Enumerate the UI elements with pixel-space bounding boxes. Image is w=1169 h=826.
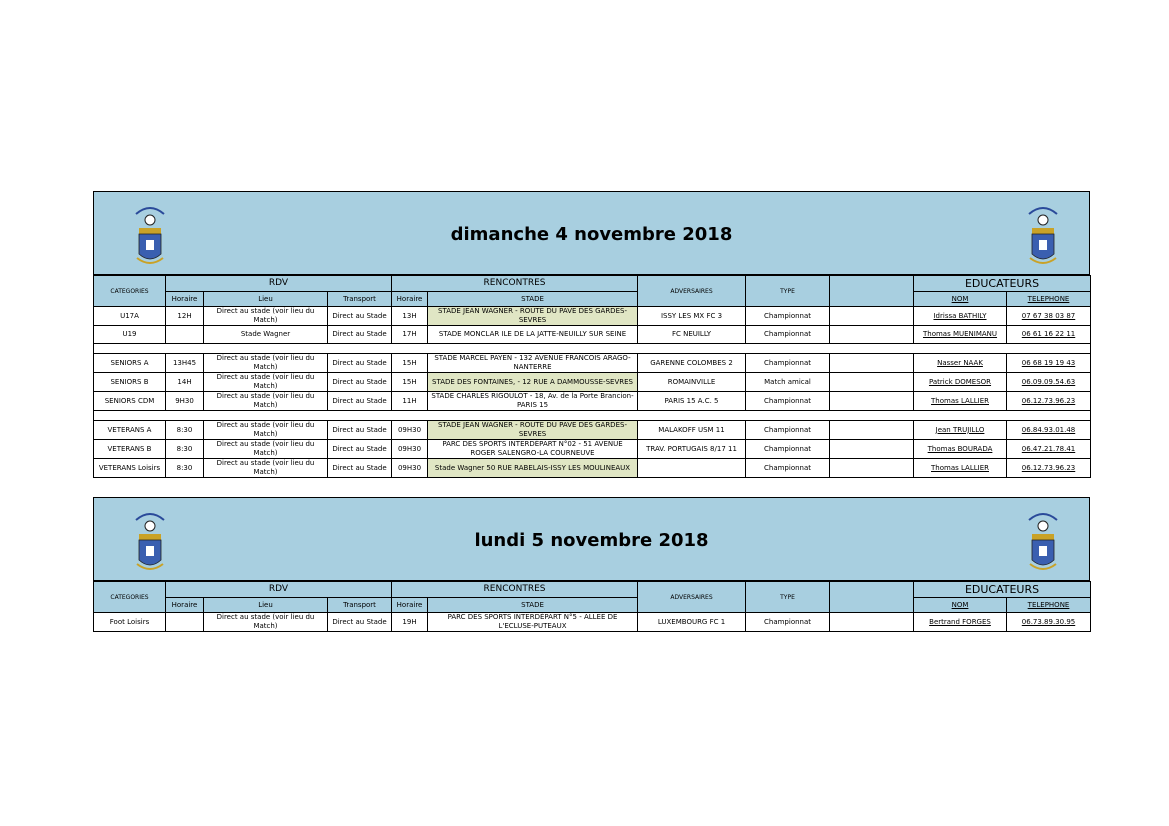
cell-telephone: 06.12.73.96.23 bbox=[1007, 459, 1091, 478]
cell-category: U17A bbox=[94, 307, 166, 326]
cell-telephone: 06.12.73.96.23 bbox=[1007, 392, 1091, 411]
cell-telephone: 06.47.21.78.41 bbox=[1007, 440, 1091, 459]
cell-nom: Patrick DOMESOR bbox=[914, 373, 1007, 392]
cell-category: VETERANS B bbox=[94, 440, 166, 459]
table-row bbox=[94, 392, 1091, 411]
cell-transport: Direct au Stade bbox=[328, 440, 392, 459]
cell-horaire: 8:30 bbox=[166, 459, 204, 478]
cell-nom: Thomas LALLIER bbox=[914, 392, 1007, 411]
cell-transport: Direct au Stade bbox=[328, 373, 392, 392]
cell-horaire-match: 09H30 bbox=[392, 459, 428, 478]
day-title: lundi 5 novembre 2018 bbox=[474, 530, 709, 551]
header-lieu: Lieu bbox=[204, 292, 328, 307]
cell-adversaire: ROMAINVILLE bbox=[638, 373, 746, 392]
day-banner bbox=[93, 191, 1090, 275]
cell-horaire-match: 17H bbox=[392, 326, 428, 344]
header-empty bbox=[830, 582, 914, 613]
header-rdv: RDV bbox=[166, 276, 392, 292]
row-spacer bbox=[94, 344, 1091, 354]
cell-telephone: 07 67 38 03 87 bbox=[1007, 307, 1091, 326]
header-horaire2: Horaire bbox=[392, 292, 428, 307]
table-row bbox=[94, 613, 1091, 632]
cell-horaire bbox=[166, 613, 204, 632]
cell-stade: STADE DES FONTAINES, - 12 RUE A DAMMOUSSE-SEVRES bbox=[428, 373, 638, 392]
schedule-block-day2 bbox=[93, 497, 1090, 632]
cell-type: Championnat bbox=[746, 440, 830, 459]
cell-nom: Thomas BOURADA bbox=[914, 440, 1007, 459]
cell-horaire-match: 11H bbox=[392, 392, 428, 411]
cell-lieu: Stade Wagner bbox=[204, 326, 328, 344]
cell-adversaire bbox=[638, 459, 746, 478]
header-rencontres: RENCONTRES bbox=[392, 582, 638, 598]
cell-nom: Nasser NAAK bbox=[914, 354, 1007, 373]
header-adversaires: ADVERSAIRES bbox=[638, 582, 746, 613]
cell-transport: Direct au Stade bbox=[328, 354, 392, 373]
header-categories: CATEGORIES bbox=[94, 276, 166, 307]
cell-adversaire: TRAV. PORTUGAIS 8/17 11 bbox=[638, 440, 746, 459]
cell-lieu: Direct au stade (voir lieu du Match) bbox=[204, 613, 328, 632]
header-row-1 bbox=[94, 276, 1091, 292]
cell-lieu: Direct au stade (voir lieu du Match) bbox=[204, 459, 328, 478]
cell-category: SENIORS B bbox=[94, 373, 166, 392]
cell-category: Foot Loisirs bbox=[94, 613, 166, 632]
cell-type: Championnat bbox=[746, 459, 830, 478]
cell-stade: PARC DES SPORTS INTERDÉPART N°02 - 51 AVENUE ROGER SALENGRO-LA COURNEUVE bbox=[428, 440, 638, 459]
cell-telephone: 06 61 16 22 11 bbox=[1007, 326, 1091, 344]
cell-lieu: Direct au stade (voir lieu du Match) bbox=[204, 354, 328, 373]
table-row bbox=[94, 440, 1091, 459]
header-transport: Transport bbox=[328, 598, 392, 613]
table-row bbox=[94, 354, 1091, 373]
cell-adversaire: MALAKOFF USM 11 bbox=[638, 421, 746, 440]
header-nom: NOM bbox=[914, 598, 1007, 613]
header-categories: CATEGORIES bbox=[94, 582, 166, 613]
cell-empty bbox=[830, 421, 914, 440]
header-row-1 bbox=[94, 582, 1091, 598]
cell-telephone: 06.84.93.01.48 bbox=[1007, 421, 1091, 440]
group-youth bbox=[94, 307, 1091, 344]
cell-adversaire: FC NEUILLY bbox=[638, 326, 746, 344]
header-horaire2: Horaire bbox=[392, 598, 428, 613]
cell-telephone: 06 68 19 19 43 bbox=[1007, 354, 1091, 373]
header-adversaires: ADVERSAIRES bbox=[638, 276, 746, 307]
cell-type: Championnat bbox=[746, 326, 830, 344]
header-row-2 bbox=[94, 598, 1091, 613]
cell-horaire-match: 19H bbox=[392, 613, 428, 632]
cell-lieu: Direct au stade (voir lieu du Match) bbox=[204, 392, 328, 411]
cell-category: SENIORS A bbox=[94, 354, 166, 373]
schedule-table bbox=[93, 581, 1091, 632]
cell-type: Championnat bbox=[746, 421, 830, 440]
header-telephone: TELEPHONE bbox=[1007, 292, 1091, 307]
cell-horaire: 13H45 bbox=[166, 354, 204, 373]
table-row bbox=[94, 459, 1091, 478]
cell-lieu: Direct au stade (voir lieu du Match) bbox=[204, 440, 328, 459]
cell-empty bbox=[830, 440, 914, 459]
header-horaire: Horaire bbox=[166, 292, 204, 307]
table-row bbox=[94, 326, 1091, 344]
header-rencontres: RENCONTRES bbox=[392, 276, 638, 292]
cell-horaire: 8:30 bbox=[166, 421, 204, 440]
cell-nom: Thomas MUENIMANU bbox=[914, 326, 1007, 344]
cell-horaire: 14H bbox=[166, 373, 204, 392]
cell-category: SENIORS CDM bbox=[94, 392, 166, 411]
cell-transport: Direct au Stade bbox=[328, 459, 392, 478]
cell-empty bbox=[830, 613, 914, 632]
cell-transport: Direct au Stade bbox=[328, 392, 392, 411]
cell-type: Championnat bbox=[746, 307, 830, 326]
header-row-2 bbox=[94, 292, 1091, 307]
table-row bbox=[94, 421, 1091, 440]
schedule-table bbox=[93, 275, 1091, 478]
cell-empty bbox=[830, 459, 914, 478]
cell-stade: PARC DES SPORTS INTERDÉPART N°5 - ALLEE DE L'ECLUSE-PUTEAUX bbox=[428, 613, 638, 632]
header-telephone: TELEPHONE bbox=[1007, 598, 1091, 613]
header-empty bbox=[830, 276, 914, 307]
header-nom: NOM bbox=[914, 292, 1007, 307]
cell-horaire-match: 15H bbox=[392, 354, 428, 373]
header-type: TYPE bbox=[746, 276, 830, 307]
cell-horaire: 12H bbox=[166, 307, 204, 326]
cell-adversaire: GARENNE COLOMBES 2 bbox=[638, 354, 746, 373]
header-transport: Transport bbox=[328, 292, 392, 307]
header-lieu: Lieu bbox=[204, 598, 328, 613]
cell-stade: STADE JEAN WAGNER - ROUTE DU PAVE DES GARDES-SEVRES bbox=[428, 307, 638, 326]
cell-lieu: Direct au stade (voir lieu du Match) bbox=[204, 421, 328, 440]
cell-stade: STADE CHARLES RIGOULOT - 18, Av. de la Porte Brancion-PARIS 15 bbox=[428, 392, 638, 411]
cell-stade: STADE JEAN WAGNER - ROUTE DU PAVE DES GARDES-SEVRES bbox=[428, 421, 638, 440]
header-educateurs: EDUCATEURS bbox=[914, 276, 1091, 292]
header-type: TYPE bbox=[746, 582, 830, 613]
day-banner bbox=[93, 497, 1090, 581]
day-title: dimanche 4 novembre 2018 bbox=[450, 224, 733, 245]
cell-telephone: 06.73.89.30.95 bbox=[1007, 613, 1091, 632]
cell-type: Championnat bbox=[746, 392, 830, 411]
cell-horaire: 8:30 bbox=[166, 440, 204, 459]
club-crest-icon bbox=[1025, 506, 1061, 576]
schedule-block-day1 bbox=[93, 191, 1090, 478]
cell-transport: Direct au Stade bbox=[328, 307, 392, 326]
group-veterans bbox=[94, 421, 1091, 478]
cell-transport: Direct au Stade bbox=[328, 421, 392, 440]
cell-nom: Thomas LALLIER bbox=[914, 459, 1007, 478]
header-stade: STADE bbox=[428, 292, 638, 307]
cell-nom: Jean TRUJILLO bbox=[914, 421, 1007, 440]
header-stade: STADE bbox=[428, 598, 638, 613]
cell-transport: Direct au Stade bbox=[328, 613, 392, 632]
table-row bbox=[94, 373, 1091, 392]
cell-category: VETERANS Loisirs bbox=[94, 459, 166, 478]
cell-type: Match amical bbox=[746, 373, 830, 392]
cell-horaire-match: 09H30 bbox=[392, 440, 428, 459]
table-row bbox=[94, 307, 1091, 326]
cell-empty bbox=[830, 326, 914, 344]
club-crest-icon bbox=[1025, 200, 1061, 270]
cell-lieu: Direct au stade (voir lieu du Match) bbox=[204, 373, 328, 392]
cell-empty bbox=[830, 373, 914, 392]
cell-empty bbox=[830, 354, 914, 373]
cell-adversaire: PARIS 15 A.C. 5 bbox=[638, 392, 746, 411]
cell-stade: Stade Wagner 50 RUE RABELAIS-ISSY LES MOULINEAUX bbox=[428, 459, 638, 478]
cell-empty bbox=[830, 307, 914, 326]
header-educateurs: EDUCATEURS bbox=[914, 582, 1091, 598]
cell-nom: Bertrand FORGES bbox=[914, 613, 1007, 632]
cell-nom: Idrissa BATHILY bbox=[914, 307, 1007, 326]
row-spacer bbox=[94, 411, 1091, 421]
cell-stade: STADE MARCEL PAYEN - 132 AVENUE FRANCOIS ARAGO-NANTERRE bbox=[428, 354, 638, 373]
cell-horaire: 9H30 bbox=[166, 392, 204, 411]
cell-type: Championnat bbox=[746, 613, 830, 632]
cell-horaire bbox=[166, 326, 204, 344]
cell-adversaire: LUXEMBOURG FC 1 bbox=[638, 613, 746, 632]
cell-category: U19 bbox=[94, 326, 166, 344]
cell-empty bbox=[830, 392, 914, 411]
header-horaire: Horaire bbox=[166, 598, 204, 613]
cell-category: VETERANS A bbox=[94, 421, 166, 440]
cell-lieu: Direct au stade (voir lieu du Match) bbox=[204, 307, 328, 326]
cell-horaire-match: 09H30 bbox=[392, 421, 428, 440]
cell-adversaire: ISSY LES MX FC 3 bbox=[638, 307, 746, 326]
cell-telephone: 06.09.09.54.63 bbox=[1007, 373, 1091, 392]
header-rdv: RDV bbox=[166, 582, 392, 598]
group-seniors bbox=[94, 354, 1091, 411]
cell-horaire-match: 13H bbox=[392, 307, 428, 326]
cell-stade: STADE MONCLAR ILE DE LA JATTE-NEUILLY SUR SEINE bbox=[428, 326, 638, 344]
cell-horaire-match: 15H bbox=[392, 373, 428, 392]
cell-transport: Direct au Stade bbox=[328, 326, 392, 344]
cell-type: Championnat bbox=[746, 354, 830, 373]
